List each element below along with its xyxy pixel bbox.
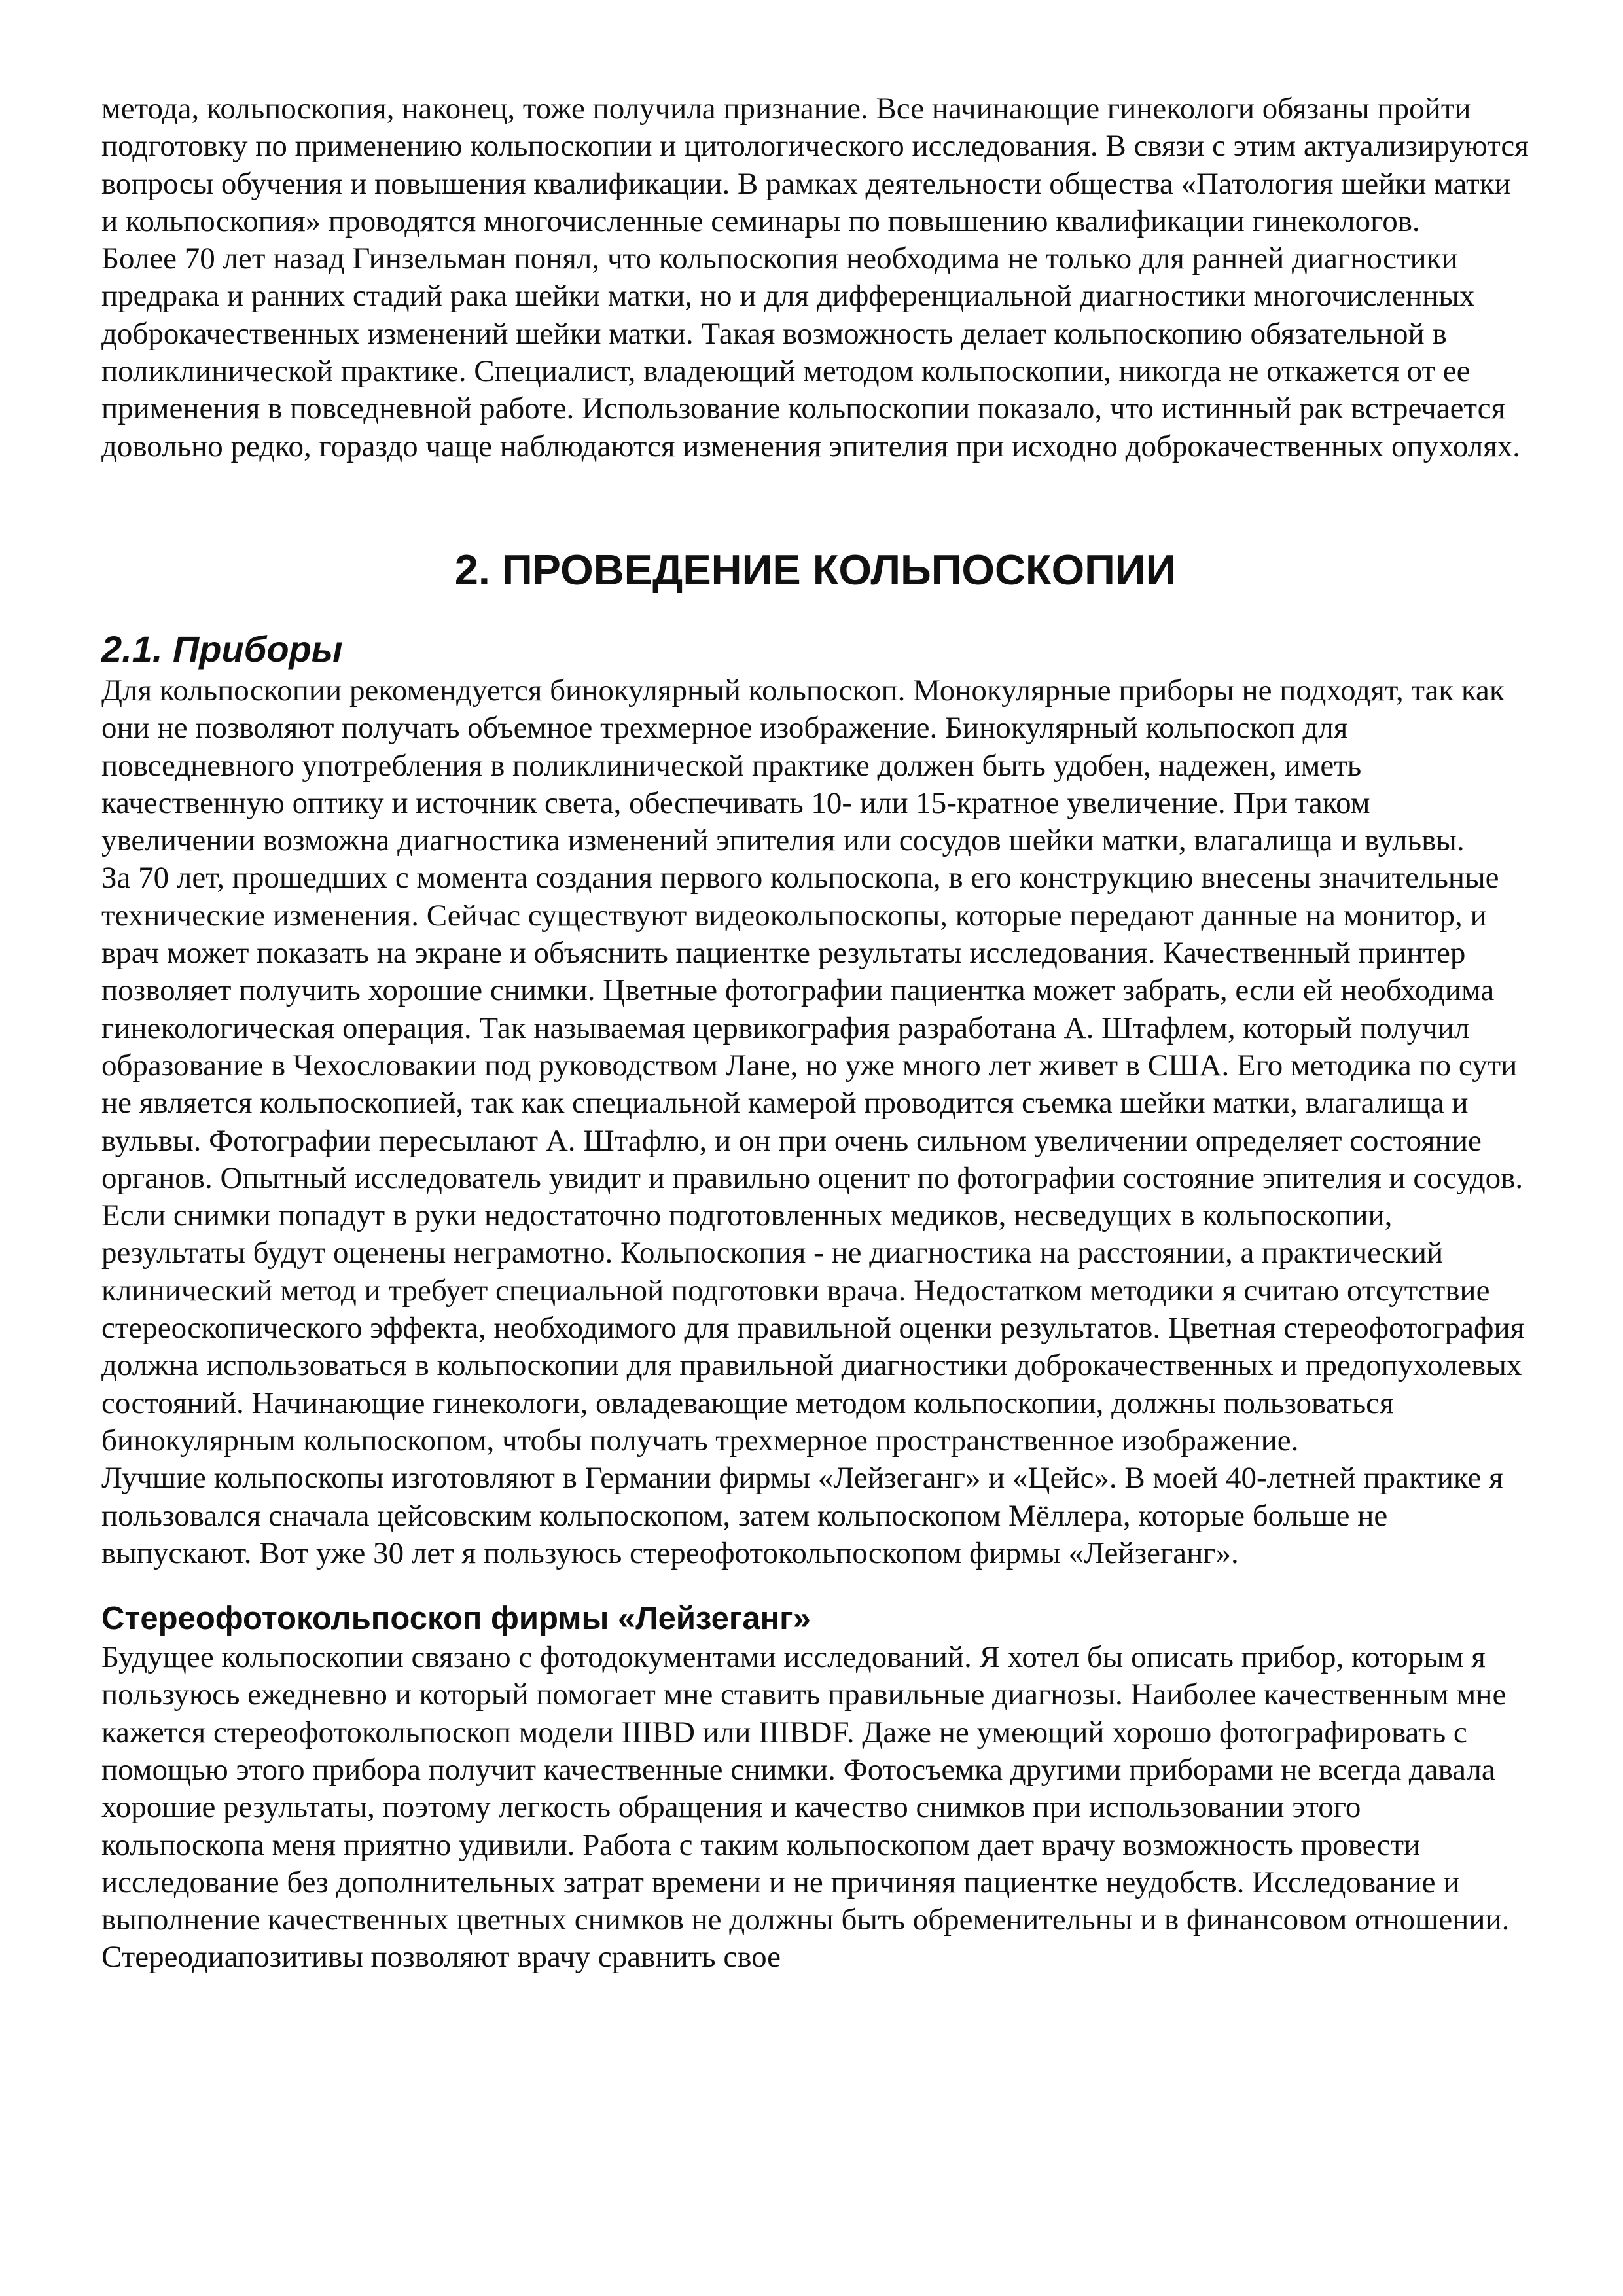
section-text-block: [101, 672, 1529, 1572]
chapter-title: 2. ПРОВЕДЕНИЕ КОЛЬПОСКОПИИ: [454, 545, 1177, 594]
intro-text-block: [101, 90, 1529, 465]
subsection-title: Стереофотокольпоскоп фирмы «Лейзеганг»: [101, 1601, 811, 1637]
paragraph: Более 70 лет назад Гинзельман понял, что кольпоскопия необходима не только для ранней диагностики предрака и ранних стадий рака шейки матки, но и для дифференциальной диагностики многочисленных доброкачественных изменений шейки матки. Такая возможность делает кольпоскопию обязательной в поликлинической практике. Специалист, владеющий методом кольпоскопии, никогда не откажется от ее применения в повседневной работе. Использование кольпоскопии показало, что истинный рак встречается довольно редко, гораздо чаще наблюдаются изменения эпителия при исходно доброкачественных опухолях.: [101, 242, 1521, 463]
section-title: 2.1. Приборы: [101, 628, 343, 670]
subsection-text-block: [101, 1639, 1529, 1977]
paragraph: Для кольпоскопии рекомендуется бинокулярный кольпоскоп. Монокулярные приборы не подходят, так как они не позволяют получать объемное трехмерное изображение. Бинокулярный кольпоскоп для повседневного употребления в поликлинической практике должен быть удобен, надежен, иметь качественную оптику и источник света, обеспечивать 10- или 15-кратное увеличение. При таком увеличении возможна диагностика изменений эпителия или сосудов шейки матки, влагалища и вульвы.: [101, 673, 1505, 858]
paragraph: Лучшие кольпоскопы изготовляют в Германии фирмы «Лейзеганг» и «Цейс». В моей 40-летней практике я пользовался сначала цейсовским кольпоскопом, затем кольпоскопом Мёллера, которые больше не выпускают. Вот уже 30 лет я пользуюсь стереофотокольпоскопом фирмы «Лейзеганг».: [101, 1461, 1503, 1570]
paragraph: Будущее кольпоскопии связано с фотодокументами исследований. Я хотел бы описать прибор, которым я пользуюсь ежедневно и который помогает мне ставить правильные диагнозы. Наиболее качественным мне кажется стереофотокольпоскоп модели IIIBD или IIIBDF. Даже не умеющий хорошо фотографировать с помощью этого прибора получит качественные снимки. Фотосъемка другими приборами не всегда давала хорошие результаты, поэтому легкость обращения и качество снимков при использовании этого кольпоскопа меня приятно удивили. Работа с таким кольпоскопом дает врачу возможность провести исследование без дополнительных затрат времени и не причиняя пациентке неудобств. Исследование и выполнение качественных цветных снимков не должны быть обременительны и в финансовом отношении. Стереодиапозитивы позволяют врачу сравнить свое: [101, 1640, 1510, 1975]
paragraph: За 70 лет, прошедших с момента создания первого кольпоскопа, в его конструкцию внесены значительные технические изменения. Сейчас существуют видеокольпоскопы, которые передают данные на монитор, и врач может показать на экране и объяснить пациентке результаты исследования. Качественный принтер позволяет получить хорошие снимки. Цветные фотографии пациентка может забрать, если ей необходима гинекологическая операция. Так называемая цервикография разработана А. Штафлем, который получил образование в Чехословакии под руководством Лане, но уже много лет живет в США. Его методика по сути не является кольпоскопией, так как специальной камерой проводится съемка шейки матки, влагалища и вульвы. Фотографии пересылают А. Штафлю, и он при очень сильном увеличении определяет состояние органов. Опытный исследователь увидит и правильно оценит по фотографии состояние эпителия и сосудов. Если снимки попадут в руки недостаточно подготовленных медиков, несведущих в кольпоскопии, результаты будут оценены неграмотно. Кольпоскопия - не диагностика на расстоянии, а практический клинический метод и требует специальной подготовки врача. Недостатком методики я считаю отсутствие стереоскопического эффекта, необходимого для правильной оценки результатов. Цветная стереофотография должна использоваться в кольпоскопии для правильной диагностики доброкачественных и предопухолевых состояний. Начинающие гинекологи, овладевающие методом кольпоскопии, должны пользоваться бинокулярным кольпоскопом, чтобы получать трехмерное пространственное изображение.: [101, 861, 1525, 1458]
paragraph: метода, кольпоскопия, наконец, тоже получила признание. Все начинающие гинекологи обязаны пройти подготовку по применению кольпоскопии и цитологического исследования. В связи с этим актуализируются вопросы обучения и повышения квалификации. В рамках деятельности общества «Патология шейки матки и кольпоскопия» проводятся многочисленные семинары по повышению квалификации гинекологов.: [101, 92, 1529, 238]
document-page: [101, 90, 1529, 1977]
